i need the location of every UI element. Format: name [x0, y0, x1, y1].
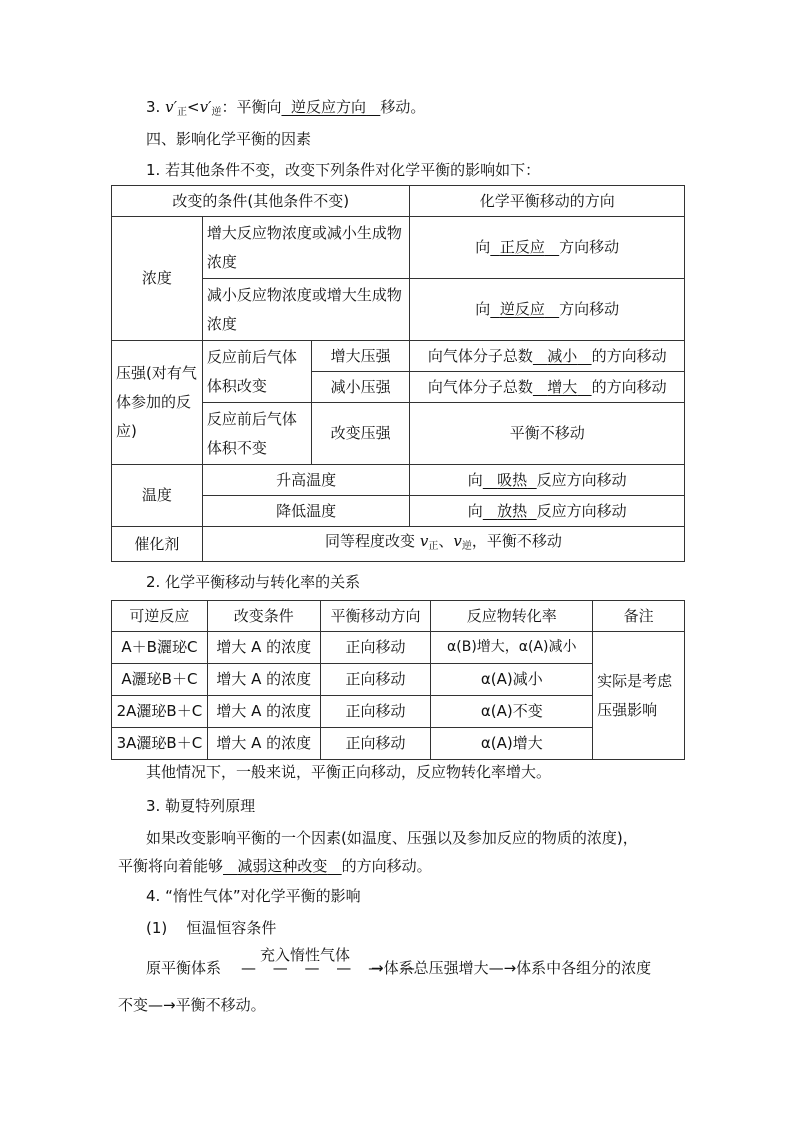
conc-cond-2: 减小反应物浓度或增大生成物浓度	[202, 279, 410, 341]
table1-header-condition: 改变的条件(其他条件不变)	[112, 186, 410, 217]
t2-row3-change: 增大 A 的浓度	[207, 696, 320, 728]
press-result-2: 向气体分子总数 增大 的方向移动	[410, 372, 685, 403]
t2-header-note: 备注	[593, 601, 685, 632]
cat-result: 同等程度改变 $v_正$、$v_逆$，平衡不移动	[202, 527, 684, 562]
t2-row1-change: 增大 A 的浓度	[207, 632, 320, 664]
section-4-title: 四、影响化学平衡的因素	[146, 130, 312, 148]
t2-row3-conversion: α(A)不变	[431, 696, 593, 728]
flow-start: 原平衡体系	[146, 959, 222, 977]
flow-arrow-label: 充入惰性气体	[260, 946, 351, 964]
press-result-1: 向气体分子总数 减小 的方向移动	[410, 341, 685, 372]
cat-label: 催化剂	[112, 527, 203, 562]
temp-cond-1: 升高温度	[202, 465, 410, 496]
press-change-label: 反应前后气体体积改变	[202, 341, 311, 403]
t2-row4-conversion: α(A)增大	[431, 728, 593, 760]
conc-result-1: 向 正反应 方向移动	[410, 217, 685, 279]
item-1-text: 1. 若其他条件不变，改变下列条件对化学平衡的影响如下：	[146, 161, 541, 179]
conc-result-2: 向 逆反应 方向移动	[410, 279, 685, 341]
t2-note: 实际是考虑压强影响	[593, 632, 685, 760]
t2-row4-direction: 正向移动	[320, 728, 431, 760]
t2-row1-direction: 正向移动	[320, 632, 431, 664]
press-same-cond: 改变压强	[311, 403, 410, 465]
line-3: 3. $v'_正<v'_逆$：平衡向 逆反应方向 移动。	[146, 98, 426, 118]
t2-row1-conversion: α(B)增大，α(A)减小	[431, 632, 593, 664]
para-le-2: 平衡将向着能够 减弱这种改变 的方向移动。	[118, 857, 432, 875]
t2-row3-direction: 正向移动	[320, 696, 431, 728]
t2-row2-direction: 正向移动	[320, 664, 431, 696]
item-4-title: 4. “惰性气体”对化学平衡的影响	[146, 887, 361, 905]
temp-cond-2: 降低温度	[202, 496, 410, 527]
conc-cond-1: 增大反应物浓度或减小生成物浓度	[202, 217, 410, 279]
press-label: 压强(对有气体参加的反应)	[112, 341, 203, 465]
para-other: 其他情况下，一般来说，平衡正向移动，反应物转化率增大。	[146, 763, 552, 781]
temp-label: 温度	[112, 465, 203, 527]
item-3-title: 3. 勒夏特列原理	[146, 797, 256, 815]
t2-header-reaction: 可逆反应	[112, 601, 208, 632]
t2-header-conversion: 反应物转化率	[431, 601, 593, 632]
para-le-1: 如果改变影响平衡的一个因素(如温度、压强以及参加反应的物质的浓度)，	[146, 829, 638, 847]
t2-header-change: 改变条件	[207, 601, 320, 632]
t2-row2-change: 增大 A 的浓度	[207, 664, 320, 696]
factors-table	[111, 185, 685, 562]
press-cond-1: 增大压强	[311, 341, 410, 372]
t2-row4-reaction: 3A灑珌B＋C	[112, 728, 208, 760]
item-4-1: (1) 恒温恒容条件	[146, 919, 277, 937]
press-cond-2: 减小压强	[311, 372, 410, 403]
flow-dashes: — — — — — —	[241, 959, 421, 977]
temp-result-1: 向 吸热 反应方向移动	[410, 465, 685, 496]
flow-rest: →体系总压强增大—→体系中各组分的浓度	[371, 959, 652, 977]
t2-row2-reaction: A灑珌B＋C	[112, 664, 208, 696]
t2-row1-reaction: A＋B灑珌C	[112, 632, 208, 664]
conversion-table	[111, 600, 685, 760]
t2-row4-change: 增大 A 的浓度	[207, 728, 320, 760]
answer-reverse-direction: 逆反应方向	[291, 98, 367, 116]
conc-label: 浓度	[112, 217, 203, 341]
flow-end: 不变—→平衡不移动。	[118, 996, 266, 1014]
item-2-text: 2. 化学平衡移动与转化率的关系	[146, 573, 361, 591]
table1-header-direction: 化学平衡移动的方向	[410, 186, 685, 217]
t2-row3-reaction: 2A灑珌B＋C	[112, 696, 208, 728]
t2-row2-conversion: α(A)减小	[431, 664, 593, 696]
t2-header-direction: 平衡移动方向	[320, 601, 431, 632]
press-same-result: 平衡不移动	[410, 403, 685, 465]
press-same-label: 反应前后气体体积不变	[202, 403, 311, 465]
temp-result-2: 向 放热 反应方向移动	[410, 496, 685, 527]
